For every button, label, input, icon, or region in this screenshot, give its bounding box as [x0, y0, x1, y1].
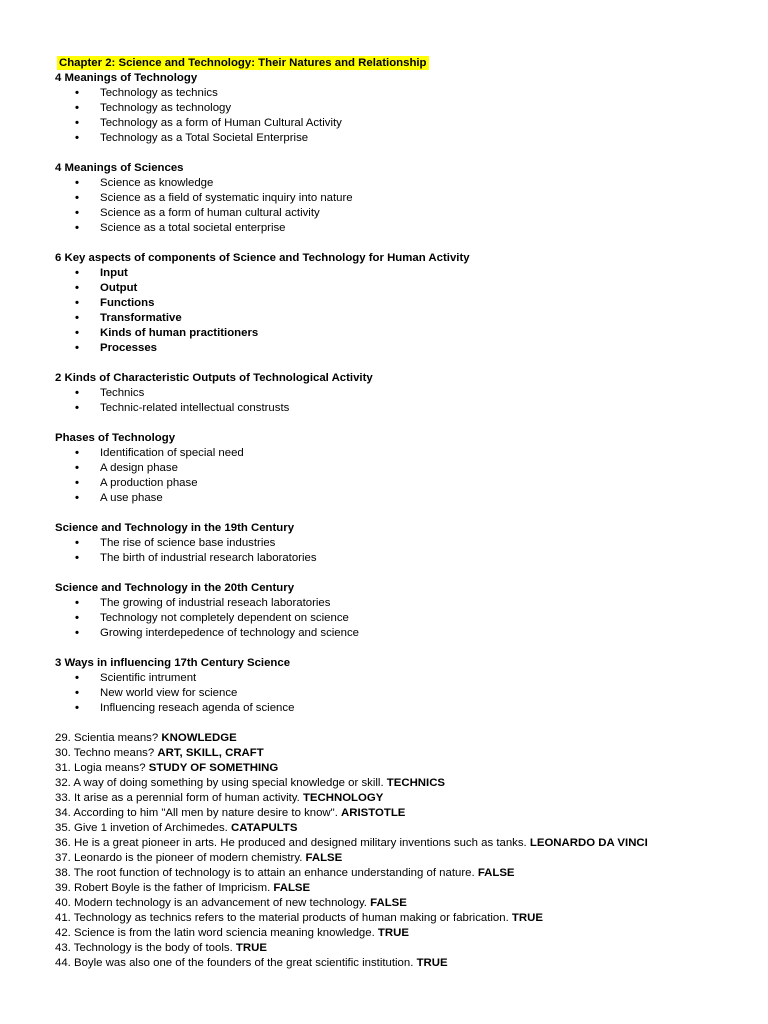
- bullet-list: [55, 536, 735, 566]
- bullet-item: • Kinds of human practitioners: [55, 326, 735, 341]
- bullet-list: [55, 386, 735, 416]
- bullet-item: • A use phase: [55, 491, 735, 506]
- qa-answer: KNOWLEDGE: [161, 732, 237, 744]
- qa-question: 34. According to him "All men by nature desire to know".: [55, 807, 342, 819]
- qa-line: [55, 911, 735, 926]
- qa-line: [55, 941, 735, 956]
- qa-answer: FALSE: [477, 867, 515, 879]
- qa-question: 39. Robert Boyle is the father of Impricism.: [55, 882, 274, 894]
- bullet-item: • Technology as technology: [55, 101, 735, 116]
- qa-question: 37. Leonardo is the pioneer of modern chemistry.: [55, 852, 306, 864]
- bullet-item: • Functions: [55, 296, 735, 311]
- chapter-title-highlight: Chapter 2: Science and Technology: Their Natures and Relationship: [59, 57, 427, 69]
- qa-line: [55, 851, 735, 866]
- bullet-item: • New world view for science: [55, 686, 735, 701]
- qa-question: 44. Boyle was also one of the founders of the great scientific institution.: [55, 957, 417, 969]
- bullet-item: • The birth of industrial research laboratories: [55, 551, 735, 566]
- qa-answer: TRUE: [235, 942, 267, 954]
- qa-line: [55, 731, 735, 746]
- qa-answer: STUDY OF SOMETHING: [148, 762, 279, 774]
- section-heading: 2 Kinds of Characteristic Outputs of Technological Activity: [55, 372, 373, 384]
- bullet-item: • Technology as a Total Societal Enterprise: [55, 131, 735, 146]
- qa-answer: TECHNICS: [386, 777, 446, 789]
- section: [55, 161, 735, 236]
- bullet-list: [55, 596, 735, 641]
- bullet-list: [55, 671, 735, 716]
- section: [55, 581, 735, 641]
- qa-line: [55, 956, 735, 971]
- qa-question: 38. The root function of technology is to attain an enhance understanding of nature.: [55, 867, 478, 879]
- qa-question: 40. Modern technology is an advancement of new technology.: [55, 897, 371, 909]
- qa-line: [55, 761, 735, 776]
- qa-list: [55, 731, 735, 971]
- qa-answer: FALSE: [370, 897, 407, 909]
- bullet-item: • Science as knowledge: [55, 176, 735, 191]
- qa-line: [55, 926, 735, 941]
- sections-container: [55, 71, 735, 716]
- qa-question: 42. Science is from the latin word sciencia meaning knowledge.: [55, 927, 378, 939]
- bullet-item: • Input: [55, 266, 735, 281]
- section: [55, 521, 735, 566]
- qa-question: 43. Technology is the body of tools.: [55, 942, 236, 954]
- section: [55, 371, 735, 416]
- qa-line: [55, 746, 735, 761]
- qa-line: [55, 866, 735, 881]
- section-heading: Science and Technology in the 19th Century: [55, 522, 295, 534]
- chapter-title: [57, 56, 735, 71]
- section: [55, 431, 735, 506]
- section-heading: 6 Key aspects of components of Science and Technology for Human Activity: [55, 252, 470, 264]
- qa-question: 31. Logia means?: [55, 762, 149, 774]
- section: [55, 251, 735, 356]
- qa-line: [55, 821, 735, 836]
- bullet-item: • Output: [55, 281, 735, 296]
- bullet-item: • Technology not completely dependent on science: [55, 611, 735, 626]
- qa-answer: ARISTOTLE: [341, 807, 406, 819]
- bullet-item: • A production phase: [55, 476, 735, 491]
- qa-question: 36. He is a great pioneer in arts. He produced and designed military inventions such as tanks.: [55, 837, 530, 849]
- bullet-list: [55, 446, 735, 506]
- bullet-item: • Transformative: [55, 311, 735, 326]
- qa-question: 41. Technology as technics refers to the material products of human making or fabrication.: [55, 912, 512, 924]
- bullet-item: • Growing interdepedence of technology and science: [55, 626, 735, 641]
- bullet-list: [55, 266, 735, 356]
- bullet-item: • Technics: [55, 386, 735, 401]
- qa-question: 30. Techno means?: [55, 747, 158, 759]
- qa-answer: LEONARDO DA VINCI: [529, 837, 648, 849]
- section: [55, 656, 735, 716]
- qa-answer: TECHNOLOGY: [302, 792, 384, 804]
- bullet-list: [55, 176, 735, 236]
- qa-answer: FALSE: [273, 882, 311, 894]
- section-heading: 3 Ways in influencing 17th Century Science: [55, 657, 291, 669]
- qa-line: [55, 896, 735, 911]
- bullet-list: [55, 86, 735, 146]
- section-heading: Phases of Technology: [55, 432, 176, 444]
- bullet-item: • Processes: [55, 341, 735, 356]
- bullet-item: • Identification of special need: [55, 446, 735, 461]
- bullet-item: • A design phase: [55, 461, 735, 476]
- qa-answer: TRUE: [511, 912, 543, 924]
- qa-line: [55, 881, 735, 896]
- section-heading: Science and Technology in the 20th Century: [55, 582, 295, 594]
- qa-answer: CATAPULTS: [231, 822, 298, 834]
- qa-question: 29. Scientia means?: [55, 732, 162, 744]
- bullet-item: • The rise of science base industries: [55, 536, 735, 551]
- qa-line: [55, 791, 735, 806]
- bullet-item: • Technology as a form of Human Cultural Activity: [55, 116, 735, 131]
- document-body: [55, 56, 735, 971]
- section-heading: 4 Meanings of Technology: [55, 72, 198, 84]
- qa-line: [55, 806, 735, 821]
- qa-line: [55, 776, 735, 791]
- bullet-item: • Scientific intrument: [55, 671, 735, 686]
- section: [55, 71, 735, 146]
- bullet-item: • Technic-related intellectual construsts: [55, 401, 735, 416]
- bullet-item: • Science as a form of human cultural activity: [55, 206, 735, 221]
- bullet-item: • Influencing reseach agenda of science: [55, 701, 735, 716]
- bullet-item: • Science as a total societal enterprise: [55, 221, 735, 236]
- qa-answer: FALSE: [305, 852, 343, 864]
- qa-answer: ART, SKILL, CRAFT: [157, 747, 264, 759]
- qa-question: 33. It arise as a perennial form of human activity.: [55, 792, 303, 804]
- qa-answer: TRUE: [377, 927, 409, 939]
- qa-question: 35. Give 1 invetion of Archimedes.: [55, 822, 232, 834]
- bullet-item: • Science as a field of systematic inquiry into nature: [55, 191, 735, 206]
- qa-line: [55, 836, 735, 851]
- bullet-item: • Technology as technics: [55, 86, 735, 101]
- bullet-item: • The growing of industrial reseach laboratories: [55, 596, 735, 611]
- qa-answer: TRUE: [416, 957, 448, 969]
- section-heading: 4 Meanings of Sciences: [55, 162, 184, 174]
- qa-question: 32. A way of doing something by using special knowledge or skill.: [55, 777, 387, 789]
